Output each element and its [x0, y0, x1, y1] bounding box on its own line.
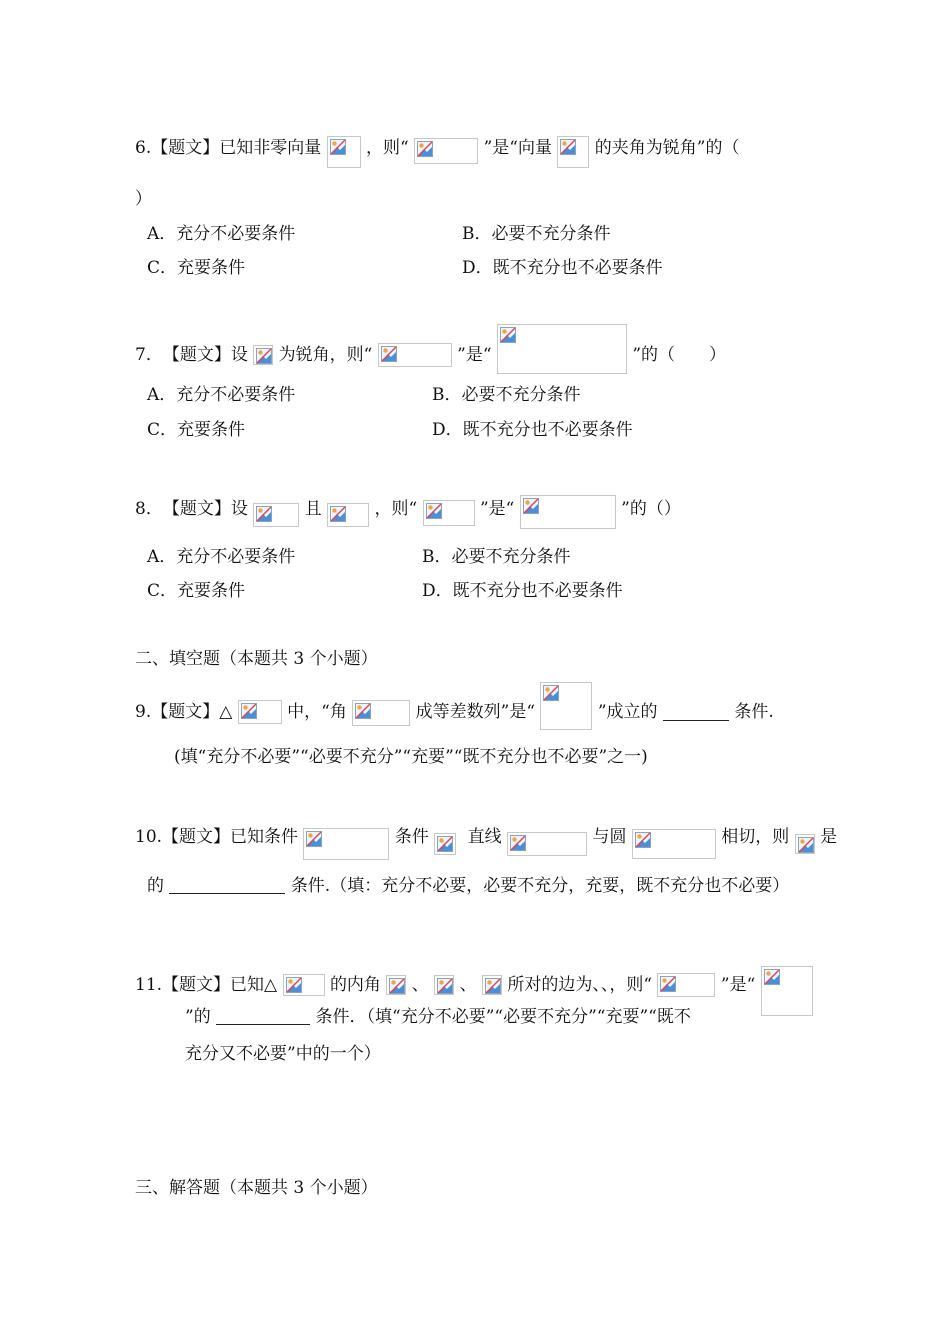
formula-image [414, 138, 478, 164]
q10-tag: 【题文】 [162, 827, 231, 847]
broken-image-icon [389, 978, 405, 994]
broken-image-icon [485, 978, 501, 994]
formula-image [303, 828, 389, 860]
q9-text: △ [219, 702, 233, 722]
formula-image [520, 495, 616, 529]
formula-image [352, 700, 410, 726]
broken-image-icon [660, 976, 676, 992]
q9-line2 [174, 744, 648, 768]
formula-image [482, 975, 502, 995]
q8-number: 8． [135, 499, 163, 519]
q10-text: 直线 [467, 827, 502, 847]
broken-image-icon [381, 346, 397, 362]
q8-option-d: D．既不充分也不必要条件 [422, 581, 623, 601]
q6-option-d: D．既不充分也不必要条件 [462, 258, 663, 278]
formula-image [557, 136, 589, 168]
q11-text: 的内角 [329, 975, 381, 995]
q7-line1 [135, 336, 727, 365]
broken-image-icon [241, 703, 257, 719]
q10-number: 10. [135, 827, 163, 847]
formula-image [327, 503, 369, 527]
broken-image-icon [286, 977, 302, 993]
q7-number: 7． [135, 345, 163, 365]
answer-blank[interactable] [169, 877, 285, 894]
broken-image-icon [437, 836, 453, 852]
q9-text: 条件. [734, 702, 774, 722]
q6-option-c: C．充要条件 [147, 258, 246, 278]
q10-text: 与圆 [592, 827, 627, 847]
q9-instruction: (填“充分不必要”“必要不充分”“充要”“既不充分也不必要”之一) [174, 746, 648, 767]
broken-image-icon [256, 506, 272, 522]
formula-image [795, 834, 815, 854]
formula-image [497, 324, 627, 374]
q11-text: 、 [459, 975, 477, 995]
q11-number: 11. [135, 975, 163, 995]
q7-option-b: B．必要不充分条件 [432, 385, 581, 405]
q11-instruction: 条件．（填“充分不必要”“必要不充分”“充要”“既不 [315, 1006, 691, 1027]
broken-image-icon [764, 969, 780, 985]
q10-line1 [135, 814, 838, 847]
formula-image [632, 829, 716, 859]
q11-instruction: 充分又不必要”中的一个） [185, 1043, 381, 1064]
broken-image-icon [523, 498, 539, 514]
q6-option-b: B．必要不充分条件 [462, 224, 611, 244]
q10-instruction: 条件.（填：充分不必要，必要不充分，充要，既不充分也不必要） [290, 875, 790, 896]
section-heading-answer: 三、解答题（本题共 3 个小题） [135, 1178, 378, 1198]
q9-line1 [135, 694, 774, 722]
broken-image-icon [355, 703, 371, 719]
q11-text: ”是“ [720, 975, 756, 995]
broken-image-icon [500, 327, 516, 343]
broken-image-icon [306, 831, 322, 847]
q10-text: 已知条件 [230, 827, 299, 847]
q6-text: ”是“向量 [483, 138, 552, 158]
q11-text: 、 [411, 975, 429, 995]
q8-tag: 【题文】 [162, 499, 231, 519]
formula-image [283, 974, 325, 996]
formula-image [507, 832, 587, 856]
formula-image [378, 343, 452, 367]
broken-image-icon [256, 348, 272, 364]
formula-image [238, 700, 282, 724]
q8-text: 且 [304, 499, 322, 519]
q9-text: ”成立的 [597, 702, 658, 722]
q11-text: 所对的边为、、，则“ [507, 975, 653, 995]
q10-text: 相切，则 [721, 827, 790, 847]
formula-image [434, 975, 454, 995]
q7-option-a: A．充分不必要条件 [147, 385, 296, 405]
q8-option-a: A．充分不必要条件 [147, 547, 296, 567]
broken-image-icon [798, 837, 814, 853]
formula-image [657, 973, 715, 997]
q6-close-paren: ） [135, 188, 152, 209]
section-heading-fill-in: 二、填空题（本题共 3 个小题） [135, 649, 378, 669]
q7-text: ”是“ [457, 345, 492, 365]
formula-image [761, 966, 813, 1016]
q11-line1 [135, 954, 813, 995]
q6-text: ，则“ [366, 138, 409, 158]
q9-number: 9. [135, 702, 152, 722]
q6-line1 [135, 128, 740, 158]
q9-text: 成等差数列”是“ [415, 702, 536, 722]
broken-image-icon [417, 141, 433, 157]
q6-line2 [135, 186, 152, 210]
q6-number: 6. [135, 138, 152, 158]
formula-image [434, 833, 456, 855]
q9-tag: 【题文】 [151, 702, 220, 722]
broken-image-icon [330, 139, 346, 155]
q8-text: ，则“ [374, 499, 418, 519]
q8-text: ”的（） [621, 499, 681, 519]
q11-line3 [185, 1041, 381, 1065]
q8-text: 设 [230, 499, 248, 519]
q8-text: ”是“ [479, 499, 515, 519]
broken-image-icon [635, 832, 651, 848]
answer-blank[interactable] [663, 704, 729, 721]
q9-text: 中，“角 [287, 702, 347, 722]
q8-option-c: C．充要条件 [147, 581, 246, 601]
formula-image [327, 136, 361, 168]
answer-blank[interactable] [216, 1008, 310, 1025]
q10-text: 是 [820, 827, 838, 847]
q7-tag: 【题文】 [162, 345, 231, 365]
q11-text: 已知△ [230, 975, 278, 995]
broken-image-icon [543, 685, 559, 701]
q7-text: 为锐角，则“ [278, 345, 373, 365]
q8-option-b: B．必要不充分条件 [422, 547, 571, 567]
q7-text: ”的（ ） [632, 345, 727, 365]
q11-text: ”的 [185, 1006, 211, 1027]
broken-image-icon [510, 835, 526, 851]
formula-image [386, 975, 406, 995]
q6-text: 已知非零向量 [219, 138, 322, 158]
q6-option-a: A．充分不必要条件 [147, 224, 296, 244]
q6-tag: 【题文】 [151, 138, 220, 158]
q10-line2 [147, 873, 789, 897]
broken-image-icon [437, 978, 453, 994]
q8-line1 [135, 489, 681, 519]
broken-image-icon [426, 503, 442, 519]
q10-text: 的 [147, 875, 164, 896]
q11-line2 [185, 1004, 691, 1028]
q10-text: 条件 [394, 827, 429, 847]
formula-image [423, 500, 475, 526]
q7-option-c: C．充要条件 [147, 420, 246, 440]
q7-text: 设 [230, 345, 248, 365]
formula-image [540, 682, 592, 730]
formula-image [253, 345, 273, 365]
broken-image-icon [330, 506, 346, 522]
broken-image-icon [560, 139, 576, 155]
formula-image [253, 503, 299, 527]
q6-text: 的夹角为锐角”的（ [594, 138, 740, 158]
q7-option-d: D．既不充分也不必要条件 [432, 420, 633, 440]
q11-tag: 【题文】 [162, 975, 231, 995]
